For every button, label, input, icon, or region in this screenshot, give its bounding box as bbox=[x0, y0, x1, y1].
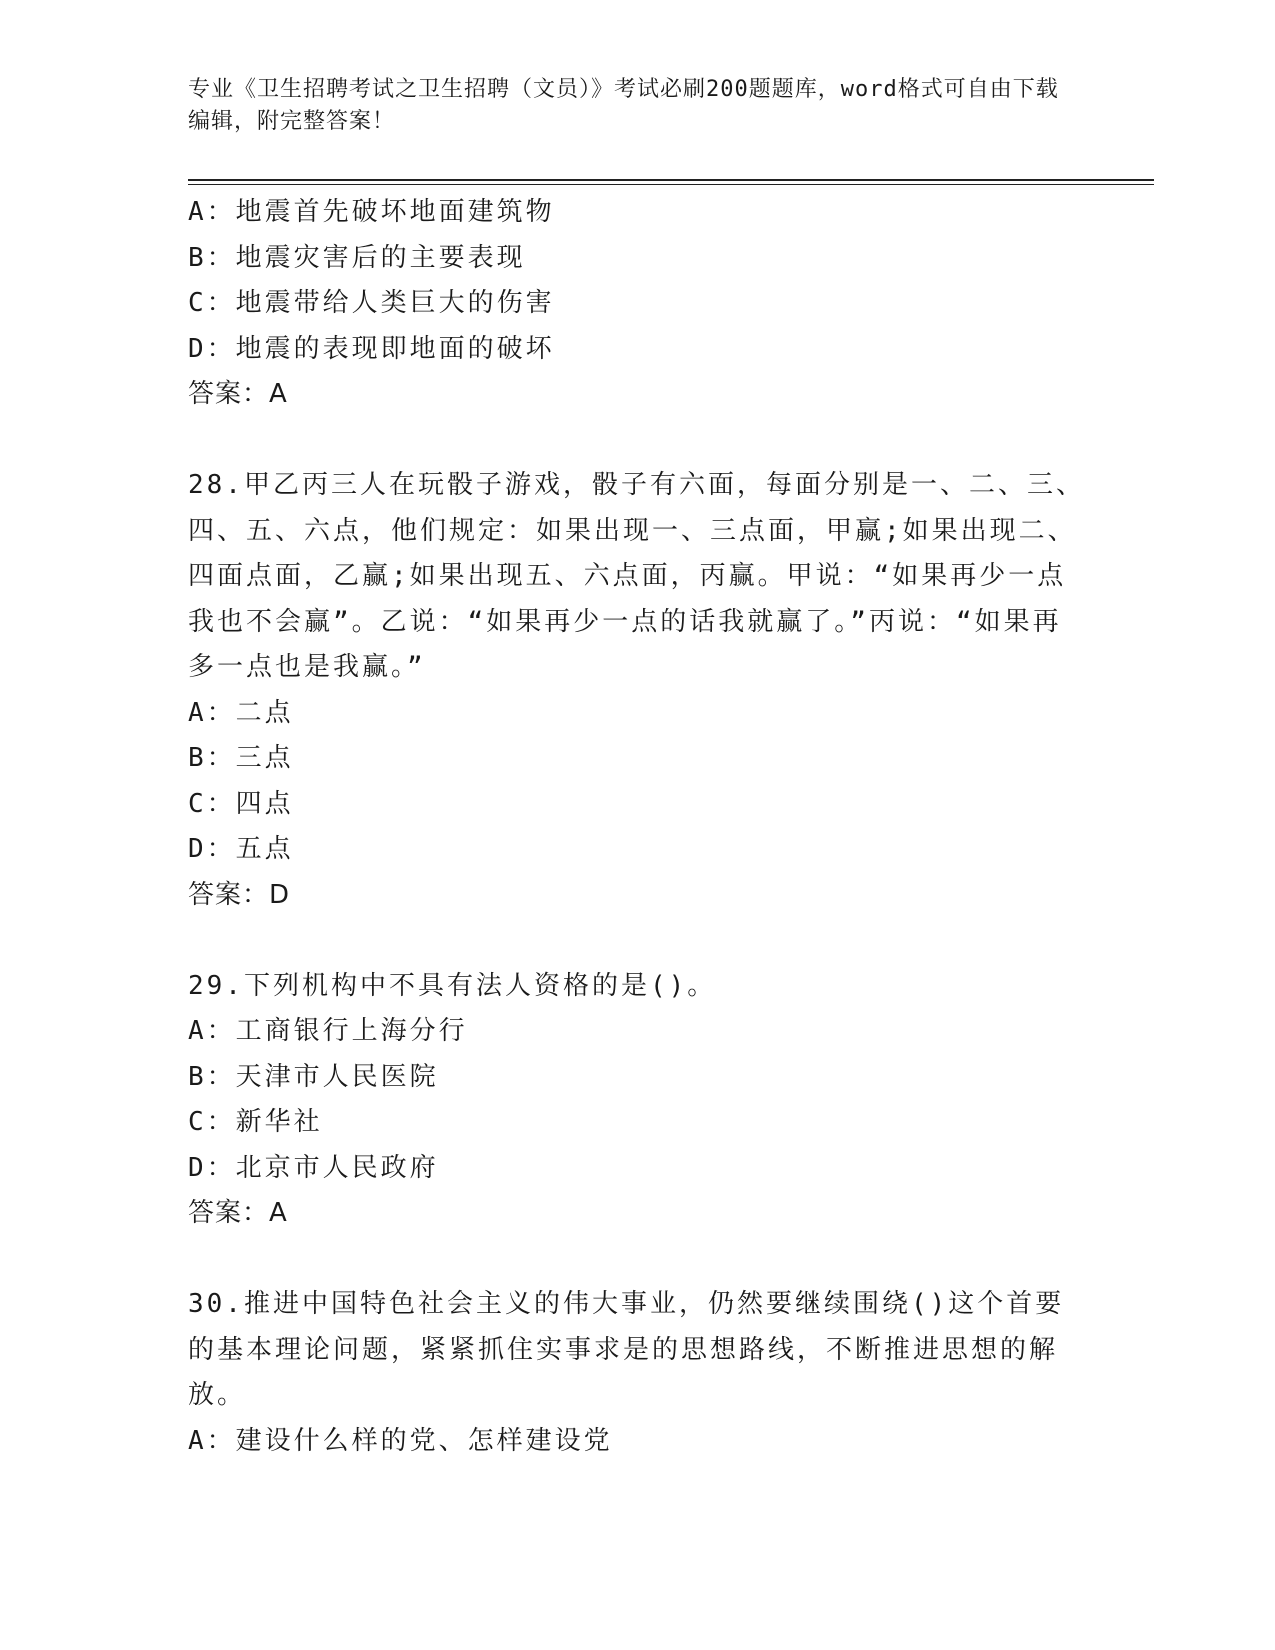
question-stem: 28.甲乙丙三人在玩骰子游戏，骰子有六面，每面分别是一、二、三、四、五、六点，他们规定：如果出现一、三点面，甲赢;如果出现二、四面点面，乙赢;如果出现五、六点面，丙赢。甲说：“如果再少一点我也不会赢”。乙说：“如果再少一点的话我就赢了。”丙说：“如果再多一点也是我赢。” bbox=[188, 470, 1085, 682]
option-b: B：三点 bbox=[188, 743, 294, 773]
document-header: 专业《卫生招聘考试之卫生招聘（文员）》考试必刷200题题库，word格式可自由下载编辑，附完整答案！ bbox=[188, 77, 1059, 134]
answer: 答案：A bbox=[188, 1198, 288, 1228]
question-27 bbox=[188, 190, 1088, 418]
option-b: B：地震灾害后的主要表现 bbox=[188, 242, 526, 273]
option-d: D：北京市人民政府 bbox=[188, 1152, 439, 1183]
question-list bbox=[188, 190, 1088, 1464]
spacer bbox=[188, 918, 1088, 964]
answer: 答案：A bbox=[188, 379, 288, 409]
option-b: B：天津市人民医院 bbox=[188, 1061, 439, 1092]
header-divider-thin bbox=[188, 184, 1154, 185]
answer: 答案：D bbox=[188, 879, 291, 910]
option-c: C：地震带给人类巨大的伤害 bbox=[188, 288, 555, 318]
question-30 bbox=[188, 1282, 1088, 1464]
question-stem: 29.下列机构中不具有法人资格的是()。 bbox=[188, 970, 717, 1001]
question-stem: 30.推进中国特色社会主义的伟大事业，仍然要继续围绕()这个首要的基本理论问题，紧紧抓住实事求是的思想路线，不断推进思想的解放。 bbox=[188, 1289, 1065, 1410]
option-c: C：四点 bbox=[188, 788, 294, 819]
option-a: A：工商银行上海分行 bbox=[188, 1016, 468, 1046]
question-29 bbox=[188, 964, 1088, 1237]
option-d: D：地震的表现即地面的破坏 bbox=[188, 333, 555, 364]
option-a: A：地震首先破坏地面建筑物 bbox=[188, 197, 555, 227]
option-a: A：建设什么样的党、怎样建设党 bbox=[188, 1425, 613, 1456]
question-28 bbox=[188, 463, 1088, 918]
spacer bbox=[188, 1237, 1088, 1283]
option-a: A：二点 bbox=[188, 697, 294, 728]
option-c: C：新华社 bbox=[188, 1107, 323, 1137]
option-d: D：五点 bbox=[188, 834, 294, 864]
header-divider-thick bbox=[188, 179, 1154, 181]
spacer bbox=[188, 418, 1088, 464]
